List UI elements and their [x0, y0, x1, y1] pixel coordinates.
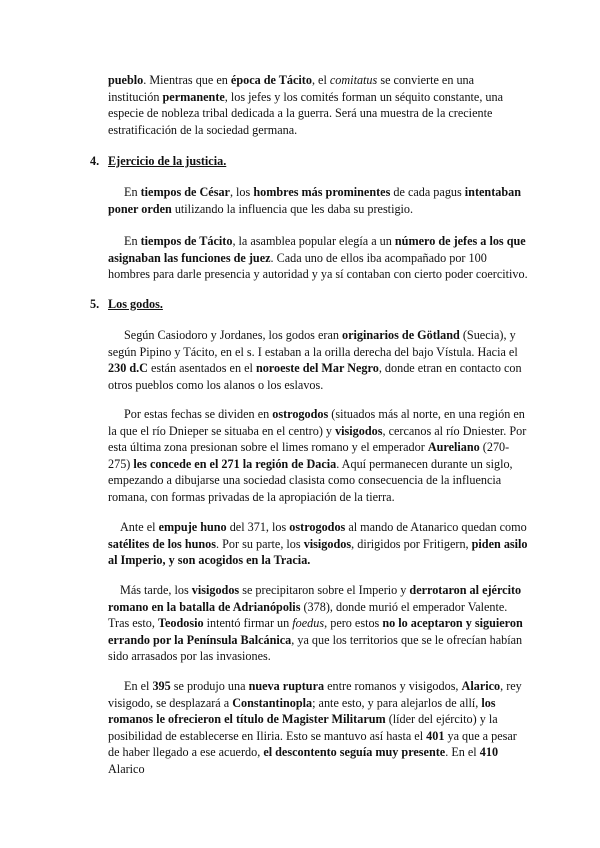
paragraph-tiempos-cesar: En tiempos de César, los hombres más prominentes de cada pagus intentaban poner orden utilizando la influencia que les daba su prestigio. [108, 185, 522, 216]
paragraph-tiempos-tacito: En tiempos de Tácito, la asamblea popular elegía a un número de jefes a los que asignaban las funciones de juez. Cada uno de ellos iba acompañado por 100 hombres para darle presencia y autoridad y ya sí contaban con cierto poder coercitivo. [108, 234, 528, 282]
paragraph-adrianopolis: Más tarde, los visigodos se precipitaron sobre el Imperio y derrotaron al ejército romano en la batalla de Adrianópolis (378), donde murió el emperador Valente. Tras esto, Teodosio intentó firmar un foedus, pero estos no lo aceptaron y siguieron errando por la Península Balcánica, ya que los territorios que se le ofrecían habían sido arrasados por las invasiones. [108, 583, 523, 664]
paragraph-comitatus: pueblo. Mientras que en época de Tácito, el comitatus se convierte en una institución permanente, los jefes y los comités forman un séquito constante, una especie de nobleza tribal dedicada a la guerra. Será una muestra de la creciente estratificación de la sociedad germana. [108, 73, 504, 137]
paragraph-division-godos: Por estas fechas se dividen en ostrogodos (situados más al norte, en una región en la que el río Dnieper se situaba en el centro) y visigodos, cercanos al río Dniester. Por esta última zona presionan sobre el limes romano y el emperador Aureliano (270-275) les concede en el 271 la región de Dacia. Aquí permanecen durante un siglo, empezando a dibujarse una sociedad clasista como consecuencia de la influencia romana, con formas privadas de la apropiación de la tierra. [108, 407, 527, 504]
paragraph-origen-godos: Según Casiodoro y Jordanes, los godos eran originarios de Götland (Suecia), y según Pipino y Tácito, en el s. I estaban a la orilla derecha del bajo Vístula. Hacia el 230 d.C están asentados en el noroeste del Mar Negro, donde etran en contacto con otros pueblos como los alanos o los eslavos. [108, 328, 522, 392]
section-heading-4: 4. Ejercicio de la justicia. [90, 154, 227, 168]
section-heading-5: 5. Los godos. [90, 297, 163, 311]
paragraph-empuje-huno: Ante el empuje huno del 371, los ostrogodos al mando de Atanarico quedan como satélites de los hunos. Por su parte, los visigodos, dirigidos por Fritigern, piden asilo al Imperio, y son acogidos en la Tracia. [108, 520, 528, 568]
paragraph-alarico: En el 395 se produjo una nueva ruptura entre romanos y visigodos, Alarico, rey visigodo, se desplazará a Constantinopla; ante esto, y para alejarlos de allí, los romanos le ofrecieron el título de Magister Militarum (líder del ejército) y la posibilidad de establecerse en Iliria. Esto se mantuvo así hasta el 401 ya que a pesar de haber llegado a ese acuerdo, el descontento seguía muy presente. En el 410 Alarico [108, 679, 522, 776]
